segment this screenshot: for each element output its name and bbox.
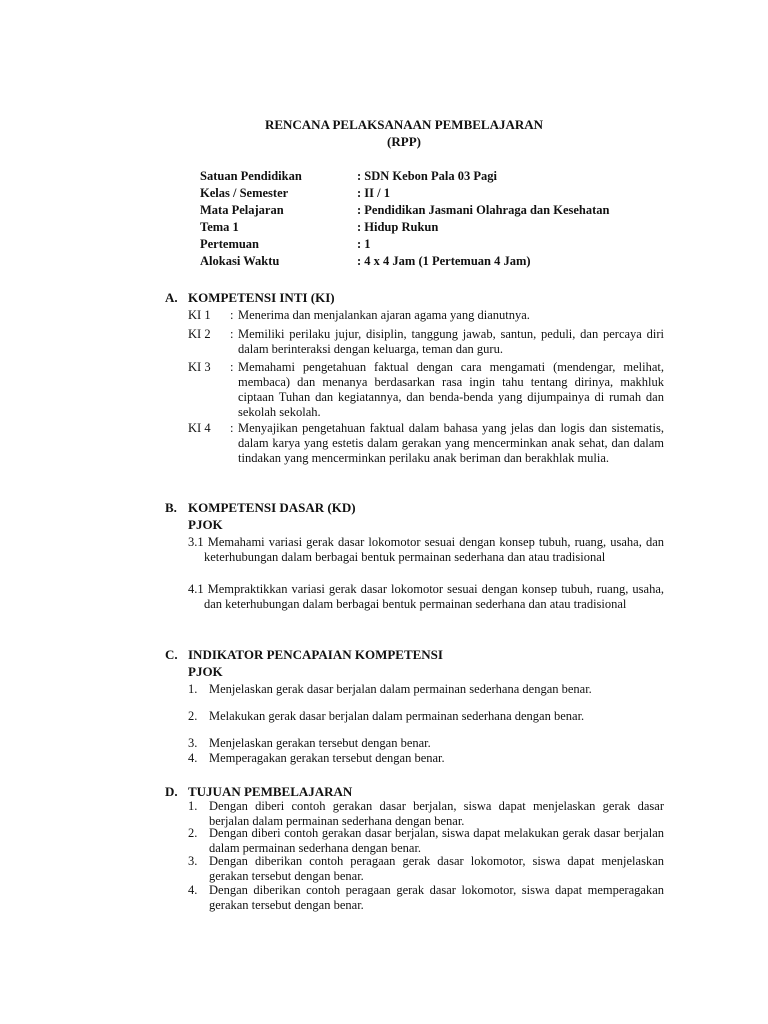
ki-text: Menerima dan menjalankan ajaran agama yang dianutnya. [238, 308, 530, 322]
ki-label: KI 3 [188, 360, 211, 374]
identity-label: Pertemuan [200, 237, 260, 251]
kd-item: 4.1 Mempraktikkan variasi gerak dasar lokomotor sesuai dengan konsep tubuh, ruang, usaha, dan keterhubungan dalam berbagai bentuk permainan sederhana dan atau tradisional [188, 582, 664, 611]
kd-item: 3.1 Memahami variasi gerak dasar lokomotor sesuai dengan konsep tubuh, ruang, usaha, dan keterhubungan dalam berbagai bentuk permainan sederhana dan atau tradisional [188, 535, 664, 564]
list-item: Melakukan gerak dasar berjalan dalam permainan sederhana dengan benar. [209, 709, 585, 723]
section-subheading: PJOK [188, 517, 223, 532]
section-heading: TUJUAN PEMBELAJARAN [188, 784, 353, 799]
list-item: Dengan diberi contoh gerakan dasar berjalan, siswa dapat melakukan gerak dasar berjalan dalam permainan sederhana dengan benar. [209, 826, 664, 855]
ki-label: KI 2 [188, 327, 211, 341]
list-number: 1. [188, 799, 198, 813]
section-letter: B. [165, 500, 177, 515]
section-letter: A. [165, 290, 178, 305]
section-heading: KOMPETENSI INTI (KI) [188, 290, 335, 305]
identity-value: : 4 x 4 Jam (1 Pertemuan 4 Jam) [357, 254, 531, 268]
list-item: Memperagakan gerakan tersebut dengan benar. [209, 751, 445, 765]
identity-label: Mata Pelajaran [200, 203, 284, 217]
identity-value: : Pendidikan Jasmani Olahraga dan Kesehatan [357, 203, 610, 217]
ki-label: KI 1 [188, 308, 211, 322]
list-item: Dengan diberikan contoh peragaan gerak dasar lokomotor, siswa dapat menjelaskan gerakan tersebut dengan benar. [209, 854, 664, 883]
section-heading: KOMPETENSI DASAR (KD) [188, 500, 356, 515]
list-item: Dengan diberi contoh gerakan dasar berjalan, siswa dapat menjelaskan gerak dasar berjalan dalam permainan sederhana dengan benar. [209, 799, 664, 828]
ki-text: Memahami pengetahuan faktual dengan cara mengamati (mendengar, melihat, membaca) dan menanya berdasarkan rasa ingin tahu tentang dirinya, makhluk ciptaan Tuhan dan kegiatannya, dan benda-benda yang dijumpainya di rumah dan sekolah sekolah. [238, 360, 664, 419]
section-heading: INDIKATOR PENCAPAIAN KOMPETENSI [188, 647, 443, 662]
identity-value: : SDN Kebon Pala 03 Pagi [357, 169, 497, 183]
ki-label: KI 4 [188, 421, 211, 435]
list-number: 2. [188, 826, 198, 840]
list-number: 3. [188, 854, 198, 868]
list-number: 2. [188, 709, 198, 723]
identity-label: Satuan Pendidikan [200, 169, 302, 183]
list-number: 4. [188, 751, 198, 765]
document-title: RENCANA PELAKSANAAN PEMBELAJARAN [264, 117, 544, 132]
document-subtitle: (RPP) [387, 134, 421, 149]
identity-label: Tema 1 [200, 220, 239, 234]
ki-text: Menyajikan pengetahuan faktual dalam bahasa yang jelas dan logis dan sistematis, dalam karya yang estetis dalam gerakan yang mencerminkan anak sehat, dan dalam tindakan yang mencerminkan perilaku anak beriman dan berakhlak mulia. [238, 421, 664, 465]
list-number: 1. [188, 682, 198, 696]
list-number: 3. [188, 736, 198, 750]
section-letter: C. [165, 647, 178, 662]
identity-value: : II / 1 [357, 186, 390, 200]
identity-value: : Hidup Rukun [357, 220, 439, 234]
list-number: 4. [188, 883, 198, 897]
identity-label: Kelas / Semester [200, 186, 289, 200]
list-item: Menjelaskan gerakan tersebut dengan benar. [209, 736, 431, 750]
section-letter: D. [165, 784, 178, 799]
ki-text: Memiliki perilaku jujur, disiplin, tanggung jawab, santun, peduli, dan percaya diri dalam berinteraksi dengan keluarga, teman dan guru. [238, 327, 664, 356]
section-subheading: PJOK [188, 664, 223, 679]
list-item: Dengan diberikan contoh peragaan gerak dasar lokomotor, siswa dapat memperagakan gerakan tersebut dengan benar. [209, 883, 664, 912]
list-item: Menjelaskan gerak dasar berjalan dalam permainan sederhana dengan benar. [209, 682, 592, 696]
identity-label: Alokasi Waktu [200, 254, 280, 268]
identity-value: : 1 [357, 237, 371, 251]
